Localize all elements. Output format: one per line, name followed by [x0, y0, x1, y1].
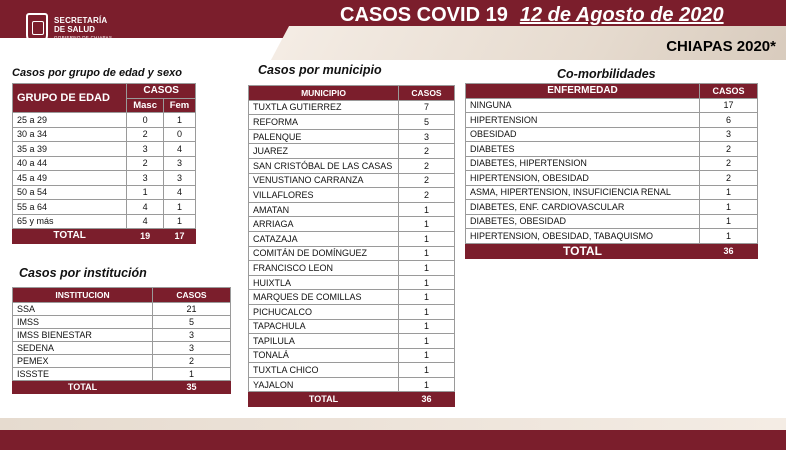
title-date: 12 de Agosto de 2020 [519, 4, 724, 26]
total-label: TOTAL [13, 229, 127, 244]
casos-cell: 1 [700, 214, 758, 229]
casos-cell: 3 [700, 127, 758, 142]
name-cell: TUXTLA GUTIERREZ [249, 100, 399, 115]
casos-cell: 1 [399, 246, 455, 261]
casos-cell: 1 [399, 363, 455, 378]
name-cell: REFORMA [249, 115, 399, 130]
name-cell: DIABETES, HIPERTENSION [466, 156, 700, 171]
edad-heading: Casos por grupo de edad y sexo [12, 67, 182, 79]
table-row [249, 304, 455, 319]
total-value: 35 [153, 380, 231, 393]
name-cell: OBESIDAD [466, 127, 700, 142]
logo-line2: DE SALUD [54, 24, 95, 34]
table-row [249, 246, 455, 261]
fem-cell: 0 [163, 127, 195, 142]
casos-cell: 1 [399, 319, 455, 334]
masc-cell: 4 [127, 200, 164, 215]
table-row [13, 315, 231, 328]
table-row [249, 129, 455, 144]
casos-cell: 1 [399, 231, 455, 246]
table-row [13, 185, 196, 200]
casos-cell: 1 [700, 185, 758, 200]
table-row [466, 156, 758, 171]
table-row [249, 173, 455, 188]
table-row [466, 142, 758, 157]
casos-cell: 1 [399, 261, 455, 276]
casos-cell: 3 [153, 341, 231, 354]
municipio-heading: Casos por municipio [258, 63, 382, 77]
grupo-cell: 35 a 39 [13, 142, 127, 157]
name-cell: PALENQUE [249, 129, 399, 144]
total-row [13, 229, 196, 244]
name-cell: PEMEX [13, 354, 153, 367]
table-row [466, 185, 758, 200]
table-row [249, 319, 455, 334]
table-row [466, 127, 758, 142]
name-cell: AMATAN [249, 202, 399, 217]
casos-cell: 1 [399, 377, 455, 392]
table-row [249, 261, 455, 276]
casos-cell: 1 [399, 334, 455, 349]
grupo-cell: 55 a 64 [13, 200, 127, 215]
casos-cell: 2 [399, 173, 455, 188]
logo-line1: SECRETARÍA [54, 16, 108, 26]
name-cell: MARQUES DE COMILLAS [249, 290, 399, 305]
name-cell: VENUSTIANO CARRANZA [249, 173, 399, 188]
table-row [466, 171, 758, 186]
masc-cell: 1 [127, 185, 164, 200]
table-row [13, 127, 196, 142]
name-cell: CATAZAJA [249, 231, 399, 246]
region-label: CHIAPAS 2020* [666, 38, 776, 55]
fem-cell: 1 [163, 200, 195, 215]
casos-cell: 1 [399, 304, 455, 319]
table-row [466, 214, 758, 229]
institucion-table [12, 287, 231, 394]
name-cell: TAPILULA [249, 334, 399, 349]
grupo-cell: 40 a 44 [13, 156, 127, 171]
name-cell: HUIXTLA [249, 275, 399, 290]
table-row [13, 354, 231, 367]
table-row [249, 290, 455, 305]
total-fem: 17 [163, 229, 195, 244]
table-row [13, 156, 196, 171]
casos-cell: 21 [153, 302, 231, 315]
name-cell: ARRIAGA [249, 217, 399, 232]
total-row [13, 380, 231, 393]
table-row [249, 231, 455, 246]
table-row [249, 363, 455, 378]
table-row [249, 144, 455, 159]
col-fem: Fem [163, 98, 195, 113]
table-row [13, 302, 231, 315]
fem-cell: 1 [163, 113, 195, 128]
name-cell: TONALÁ [249, 348, 399, 363]
casos-cell: 2 [700, 156, 758, 171]
name-cell: DIABETES, OBESIDAD [466, 214, 700, 229]
name-cell: JUAREZ [249, 144, 399, 159]
name-cell: YAJALON [249, 377, 399, 392]
fem-cell: 3 [163, 171, 195, 186]
casos-cell: 1 [700, 200, 758, 215]
page-title [340, 4, 724, 27]
casos-cell: 17 [700, 98, 758, 113]
total-row [249, 392, 455, 407]
casos-cell: 5 [399, 115, 455, 130]
name-cell: SSA [13, 302, 153, 315]
name-cell: COMITÁN DE DOMÍNGUEZ [249, 246, 399, 261]
shield-icon [26, 13, 48, 45]
casos-cell: 7 [399, 100, 455, 115]
casos-cell: 3 [399, 129, 455, 144]
table-row [13, 113, 196, 128]
name-cell: TAPACHULA [249, 319, 399, 334]
casos-cell: 3 [153, 328, 231, 341]
name-cell: HIPERTENSION [466, 113, 700, 128]
grupo-cell: 45 a 49 [13, 171, 127, 186]
col-enfermedad: ENFERMEDAD [466, 84, 700, 99]
grupo-cell: 30 a 34 [13, 127, 127, 142]
table-row [13, 142, 196, 157]
casos-cell: 2 [700, 142, 758, 157]
table-row [249, 100, 455, 115]
name-cell: NINGUNA [466, 98, 700, 113]
col-municipio: MUNICIPIO [249, 86, 399, 101]
name-cell: PICHUCALCO [249, 304, 399, 319]
table-row [249, 188, 455, 203]
comorbilidades-heading: Co-morbilidades [557, 67, 656, 81]
name-cell: ASMA, HIPERTENSION, INSUFICIENCIA RENAL [466, 185, 700, 200]
grupo-cell: 50 a 54 [13, 185, 127, 200]
name-cell: DIABETES, ENF. CARDIOVASCULAR [466, 200, 700, 215]
header [0, 0, 786, 60]
masc-cell: 4 [127, 214, 164, 229]
name-cell: HIPERTENSION, OBESIDAD [466, 171, 700, 186]
total-row [466, 243, 758, 258]
masc-cell: 0 [127, 113, 164, 128]
masc-cell: 2 [127, 156, 164, 171]
fem-cell: 4 [163, 185, 195, 200]
grupo-cell: 25 a 29 [13, 113, 127, 128]
grupo-cell: 65 y más [13, 214, 127, 229]
name-cell: IMSS BIENESTAR [13, 328, 153, 341]
casos-cell: 2 [153, 354, 231, 367]
table-row [249, 348, 455, 363]
casos-cell: 1 [399, 290, 455, 305]
casos-cell: 2 [700, 171, 758, 186]
name-cell: IMSS [13, 315, 153, 328]
casos-cell: 1 [700, 229, 758, 244]
name-cell: SEDENA [13, 341, 153, 354]
table-row [249, 275, 455, 290]
footer-band [0, 418, 786, 450]
casos-cell: 1 [399, 202, 455, 217]
fem-cell: 4 [163, 142, 195, 157]
name-cell: DIABETES [466, 142, 700, 157]
logo [26, 6, 166, 52]
casos-cell: 1 [399, 217, 455, 232]
total-label: TOTAL [13, 380, 153, 393]
table-row [466, 113, 758, 128]
casos-cell: 1 [399, 275, 455, 290]
masc-cell: 3 [127, 171, 164, 186]
masc-cell: 3 [127, 142, 164, 157]
table-row [249, 377, 455, 392]
casos-cell: 6 [700, 113, 758, 128]
table-row [13, 328, 231, 341]
name-cell: FRANCISCO LEON [249, 261, 399, 276]
name-cell: VILLAFLORES [249, 188, 399, 203]
table-row [249, 202, 455, 217]
table-row [249, 115, 455, 130]
total-value: 36 [700, 243, 758, 258]
table-row [13, 214, 196, 229]
name-cell: ISSSTE [13, 367, 153, 380]
col-grupo: GRUPO DE EDAD [13, 84, 127, 113]
total-label: TOTAL [466, 243, 700, 258]
table-row [466, 229, 758, 244]
total-masc: 19 [127, 229, 164, 244]
casos-cell: 2 [399, 158, 455, 173]
comorbilidades-table [465, 83, 758, 259]
edad-table [12, 83, 196, 244]
col-masc: Masc [127, 98, 164, 113]
col-institucion: INSTITUCION [13, 288, 153, 303]
title-text: CASOS COVID 19 [340, 4, 508, 26]
table-row [13, 367, 231, 380]
total-label: TOTAL [249, 392, 399, 407]
footer-bar [0, 430, 786, 450]
institucion-heading: Casos por institución [19, 266, 147, 280]
col-casos: CASOS [153, 288, 231, 303]
fem-cell: 3 [163, 156, 195, 171]
table-row [13, 200, 196, 215]
table-row [466, 98, 758, 113]
table-row [249, 334, 455, 349]
col-casos: CASOS [700, 84, 758, 99]
table-row [13, 341, 231, 354]
table-row [13, 171, 196, 186]
municipio-table [248, 85, 455, 407]
name-cell: SAN CRISTÓBAL DE LAS CASAS [249, 158, 399, 173]
table-row [249, 158, 455, 173]
casos-cell: 2 [399, 188, 455, 203]
footer-ribbon [0, 418, 786, 430]
casos-cell: 1 [153, 367, 231, 380]
total-value: 36 [399, 392, 455, 407]
casos-cell: 5 [153, 315, 231, 328]
name-cell: HIPERTENSION, OBESIDAD, TABAQUISMO [466, 229, 700, 244]
masc-cell: 2 [127, 127, 164, 142]
casos-cell: 1 [399, 348, 455, 363]
logo-line3: GOBIERNO DE CHIAPAS [54, 35, 113, 41]
table-row [466, 200, 758, 215]
col-casos: CASOS [399, 86, 455, 101]
name-cell: TUXTLA CHICO [249, 363, 399, 378]
casos-cell: 2 [399, 144, 455, 159]
fem-cell: 1 [163, 214, 195, 229]
table-row [249, 217, 455, 232]
col-casos: CASOS [127, 84, 196, 99]
